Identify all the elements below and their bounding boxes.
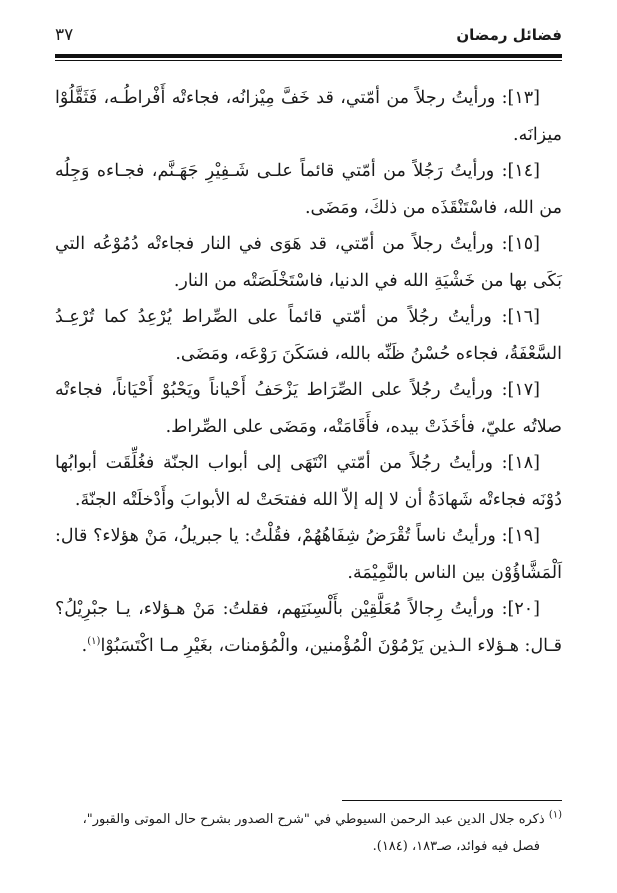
footnote-line-2: فصل فيه فوائد، صـ١٨٣، (١٨٤).: [372, 839, 540, 854]
paragraph-16: [١٦]: ورأيتُ رجُلاً من أمّتي قائماً على الصِّراط يُرْعِدُ كما تُرْعِـدُ السَّعْفَةُ، فجاءه حُسْنُ ظَنِّه بالله، فسَكَنَ رَوْعَه، ومَضَى.: [55, 307, 562, 364]
paragraph-20: [٢٠]: ورأيتُ رِجالاً مُعَلَّقِيْن بأَلْسِنَتِهم، فقلتُ: مَنْ هـؤلاء، يـا جبْرِيْلُ؟ قـال: هـؤلاء الـذين يَرْمُوْنَ الْمُؤْمنين، والْمُؤمنات، بغَيْرِ مـا اكْتَسَبُوْا$^{(١)}$.: [55, 599, 562, 656]
footnote-marker: (١): [87, 635, 101, 647]
chapter-title: فضائل رمضان: [456, 26, 562, 44]
page-header: [55, 22, 562, 48]
page-number: ٣٧: [55, 25, 74, 45]
paragraph-20-text: [٢٠]: ورأيتُ رِجالاً مُعَلَّقِيْن بأَلْسِنَتِهم، فقلتُ: مَنْ هـؤلاء، يـا جبْرِيْلُ؟ قـال: هـؤلاء الـذين يَرْمُوْنَ الْمُؤْمنين، والْمُؤمنات، بغَيْرِ مـا اكْتَسَبُوْا: [55, 599, 562, 656]
header-rule-thin: [55, 60, 562, 61]
footnote-line-1: $^{(١)}$ ذكره جلال الدين عبد الرحمن السيوطي في "شرح الصدور بشرح حال الموتى والقبور"،: [82, 809, 562, 827]
footnote: [55, 806, 562, 860]
header-rule-thick: [55, 54, 562, 58]
paragraph-15: [١٥]: ورأيتُ رجلاً من أمّتي، قد هَوَى في النار فجاءتْه دُمُوْعُه التي بَكَى بها من خَشْيَةِ الله في الدنيا، فاسْتَخْلَصَتْه من النار.: [55, 234, 562, 291]
paragraph-17: [١٧]: ورأيتُ رجُلاً على الصِّرَاط يَزْحَفُ أَحْياناً ويَحْبُوْ أَحْيَاناً، فجاءتْه صلاتُه عليّ، فأخَذَتْ بيده، فأَقَامَتْه، ومَضَى على الصِّراط.: [55, 380, 562, 437]
main-text: [55, 80, 562, 664]
footnote-ref: (١): [548, 809, 562, 821]
paragraph-19: [١٩]: ورأيتُ ناساً تُقْرَضُ شِفَاهُهُمْ، فقُلْتُ: يا جبريلُ، مَنْ هؤلاء؟ قال: اَلْمَشَّاؤُوْن بين الناس بالنَّمِيْمَة.: [55, 526, 562, 583]
paragraph-14: [١٤]: ورأيتُ رَجُلاً من أمّتي قائماً علـى شَـفِيْرِ جَهَـنَّم، فجـاءه وَجِلُه من الله، فاسْتَنْقَذَه من ذلكَ، ومَضَى.: [55, 161, 562, 218]
paragraph-13: [١٣]: ورأيتُ رجلاً من أمّتي، قد خَفَّ مِيْزانُه، فجاءتْه أَفْراطُـه، فَثَقَّلُوْا ميزانَه.: [55, 88, 562, 145]
paragraph-18: [١٨]: ورأيتُ رجُلاً من أمّتي انْتَهَى إلى أبواب الجنّة فغُلِّقَت أبوابُها دُوْنَه فجاءتْه شَهادَةُ أن لا إله إلاّ الله ففتحَتْ له الأبوابَ وأَدْخلَتْه الجنّةَ.: [55, 453, 562, 510]
footnote-separator: [342, 800, 562, 801]
